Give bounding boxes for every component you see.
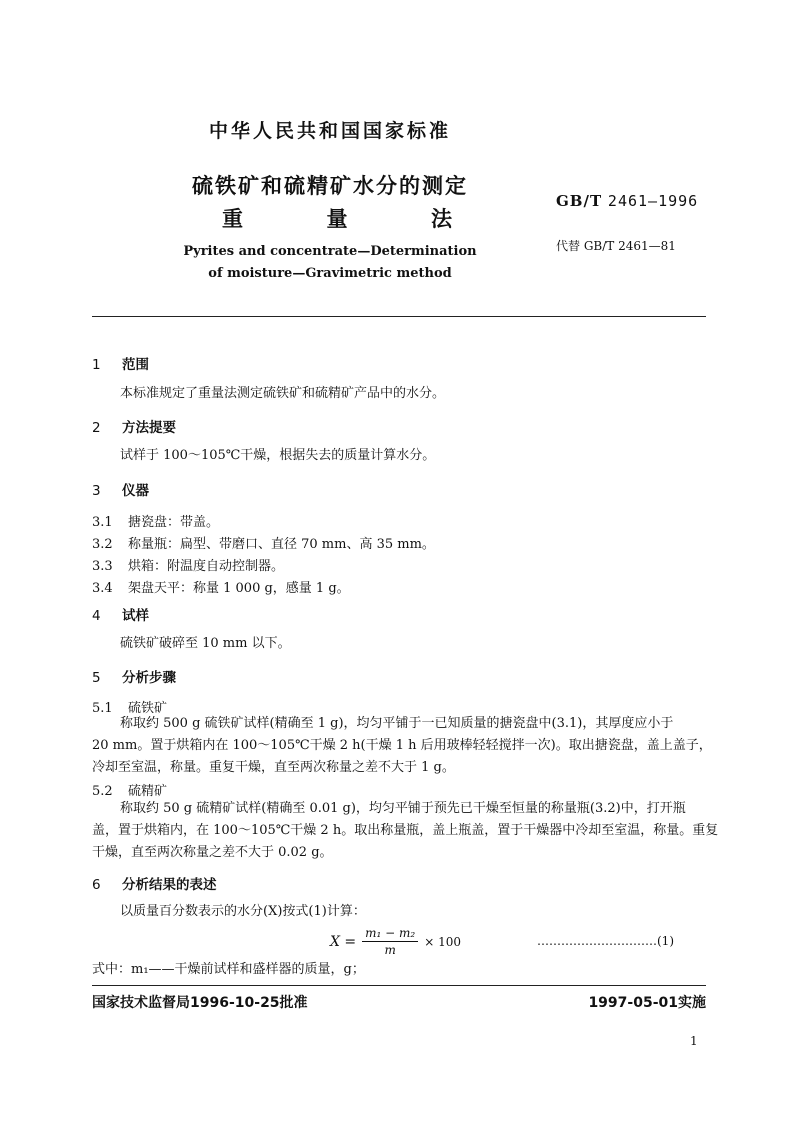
footer-divider [92, 985, 706, 986]
document-title-en-line1: Pyrites and concentrate—Determination [183, 244, 477, 259]
section-number: 6 [92, 877, 101, 893]
section-5-1-line-1: 称取约 500 g 硫铁矿试样(精确至 1 g)，均匀平铺于一已知质量的搪瓷盘中(3.1)，其厚度应小于 [120, 716, 674, 731]
section-2-text: 试样于 100～105℃干燥，根据失去的质量计算水分。 [120, 448, 436, 463]
section-3-item-3: 3.3 烘箱：附温度自动控制器。 [92, 559, 285, 574]
page-number: 1 [690, 1034, 698, 1048]
moisture-formula [330, 926, 461, 957]
section-number: 1 [92, 357, 101, 373]
section-title: 方法提要 [122, 420, 176, 436]
section-5-2-line-3: 干燥，直至两次称量之差不大于 0.02 g。 [92, 845, 333, 860]
section-title: 范围 [122, 357, 149, 373]
implementation-date: 1997-05-01实施 [588, 995, 706, 1011]
section-3-item-2: 3.2 称量瓶：扁型、带磨口、直径 70 mm、高 35 mm。 [92, 537, 435, 552]
formula-lhs: X = [330, 933, 357, 950]
replaces-standard: 代替 GB/T 2461—81 [556, 239, 676, 253]
section-title: 仪器 [122, 483, 149, 499]
section-5-2-line-2: 盖，置于烘箱内，在 100～105℃干燥 2 h。取出称量瓶，盖上瓶盖，置于干燥器中冷却至室温，称量。重复 [92, 823, 719, 838]
section-5-heading [92, 666, 176, 686]
section-3-item-4: 3.4 架盘天平：称量 1 000 g，感量 1 g。 [92, 581, 350, 596]
section-5-1-line-3: 冷却至室温，称量。重复干燥，直至两次称量之差不大于 1 g。 [92, 760, 455, 775]
issuing-body-title: 中华人民共和国国家标准 [208, 120, 451, 142]
approval-line: 国家技术监督局1996-10-25批准 [92, 995, 308, 1011]
subtitle-char-3: 法 [431, 207, 452, 231]
formula-numerator: m₁ − m₂ [362, 926, 418, 942]
section-3-heading [92, 479, 149, 499]
section-2-heading [92, 416, 176, 436]
document-title-cn: 硫铁矿和硫精矿水分的测定 [192, 174, 468, 198]
section-5-1-line-2: 20 mm。置于烘箱内在 100～105℃干燥 2 h(干燥 1 h 后用玻棒轻轻搅拌一次)。取出搪瓷盘，盖上盖子， [92, 738, 712, 753]
section-5-2-heading: 5.2 硫精矿 [92, 784, 168, 799]
formula-factor: × 100 [424, 934, 461, 949]
section-number: 4 [92, 608, 101, 624]
document-title-en-line2: of moisture—Gravimetric method [208, 266, 452, 281]
subtitle-char-1: 重 [222, 207, 243, 231]
section-title: 分析步骤 [122, 670, 176, 686]
subtitle-char-2: 量 [326, 207, 348, 231]
section-title: 分析结果的表述 [122, 877, 217, 893]
section-1-text: 本标准规定了重量法测定硫铁矿和硫精矿产品中的水分。 [120, 386, 446, 401]
section-number: 2 [92, 420, 101, 436]
header-divider [92, 316, 706, 317]
section-title: 试样 [122, 608, 149, 624]
section-5-2-line-1: 称取约 50 g 硫精矿试样(精确至 0.01 g)，均匀平铺于预先已干燥至恒量的称量瓶(3.2)中，打开瓶 [120, 801, 686, 816]
section-6-text: 以质量百分数表示的水分(X)按式(1)计算： [120, 904, 366, 919]
section-4-text: 硫铁矿破碎至 10 mm 以下。 [120, 636, 291, 651]
standard-prefix: GB/T [556, 192, 603, 210]
section-3-item-1: 3.1 搪瓷盘：带盖。 [92, 515, 220, 530]
section-4-heading [92, 604, 149, 624]
section-6-heading [92, 873, 217, 893]
section-number: 5 [92, 670, 101, 686]
document-subtitle-cn [222, 203, 452, 233]
standard-number: 2461—1996 [607, 192, 699, 210]
formula-denominator: m [384, 943, 396, 957]
standard-code [556, 192, 698, 210]
section-5-1-heading: 5.1 硫铁矿 [92, 701, 168, 716]
equation-number: …………………………(1) [537, 934, 674, 948]
formula-fraction [362, 926, 418, 957]
formula-where-clause: 式中：m₁——干燥前试样和盛样器的质量，g； [92, 962, 365, 977]
section-number: 3 [92, 483, 101, 499]
section-1-heading [92, 353, 149, 373]
